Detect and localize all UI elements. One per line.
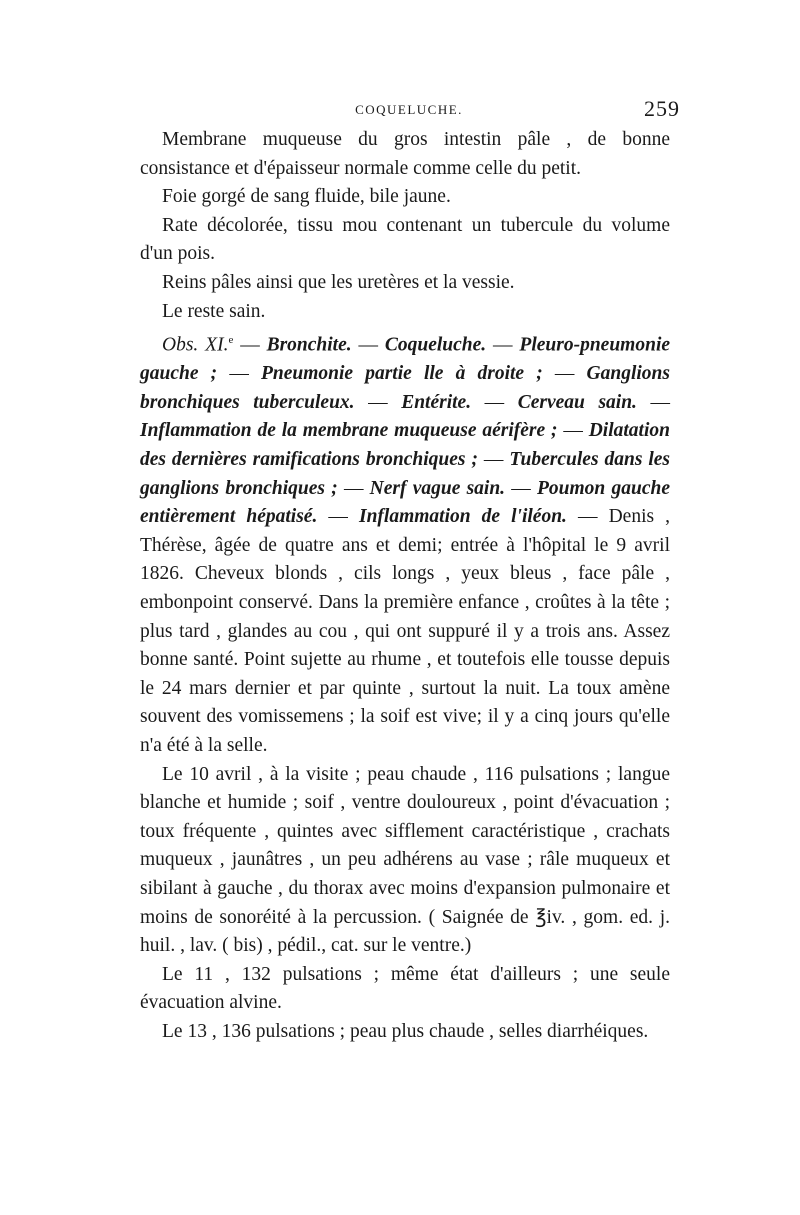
followup-10-avril: Le 10 avril , à la visite ; peau chaude , 116 pulsations ; langue blanche et humide ; soif , ventre douloureux , point d'évacuation ; toux fréquente , quintes avec sifflement caractéristique , crachats muqueux , jaunâtres , un peu adhérens au vase ; râle muqueux et sibilant à gauche , du thorax avec moins d'expansion pulmonaire et moins de sonoréité à la percussion. ( Saignée de ℥iv. , gom. ed. j. huil. , lav. ( bis) , pédil., cat. sur le ventre.) [140, 763, 670, 957]
observation-label-sup: e [228, 334, 234, 347]
page-number: 259 [644, 96, 680, 121]
obs-item: Pleuro-pneumonie gauche ; [140, 334, 671, 385]
obs-item: Nerf vague sain. [369, 477, 506, 499]
obs-item: Inflammation de l'iléon. [358, 506, 567, 528]
obs-item: Inflammation de la membrane muqueuse aérifère ; [140, 420, 558, 442]
obs-item: Coqueluche. [384, 334, 487, 356]
obs-item: Entérite. [401, 391, 472, 413]
obs-item: Dilatation des dernières ramifications bronchiques ; [140, 420, 670, 471]
followup-11: Le 11 , 132 pulsations ; même état d'ailleurs ; une seule évacuation alvine. [140, 963, 670, 1014]
obs-item: Poumon gauche entièrement hépatisé. [140, 477, 670, 528]
followup-13: Le 13 , 136 pulsations ; peau plus chaude , selles diarrhéiques. [162, 1020, 649, 1042]
paragraph-foie: Foie gorgé de sang fluide, bile jaune. [162, 186, 451, 208]
paragraph-reste: Le reste sain. [162, 300, 266, 322]
obs-item: Pneumonie partie lle à droite ; [260, 363, 543, 385]
body-text [140, 126, 670, 1047]
paragraph-rate: Rate décolorée, tissu mou contenant un tubercule du volume d'un pois. [140, 214, 670, 265]
obs-item: Cerveau sain. [517, 391, 637, 413]
observation-label: Obs. XI. [162, 334, 229, 356]
observation-text: Denis , Thérèse, âgée de quatre ans et demi; entrée à l'hôpital le 9 avril 1826. Cheveux blonds , cils longs , yeux bleus , face pâle , embonpoint conservé. Dans la première enfance , croûtes à la tête ; plus tard , glandes au cou , qui ont suppuré il y a trois ans. Assez bonne santé. Point sujette au rhume , et toutefois elle tousse depuis le 24 mars dernier et par quinte , surtout la nuit. La toux amène souvent des vomissemens ; la soif est vive; il y a cinq jours qu'elle n'a été à la selle. [140, 506, 671, 756]
running-head [138, 96, 680, 126]
obs-item: Bronchite. [266, 334, 352, 356]
paragraph-reins: Reins pâles ainsi que les uretères et la vessie. [162, 271, 515, 293]
running-title: COQUELUCHE. [355, 102, 463, 117]
obs-item: Ganglions bronchiques tuberculeux. [140, 363, 670, 413]
paragraph-membrane: Membrane muqueuse du gros intestin pâle , de bonne consistance et d'épaisseur normale comme celle du petit. [140, 129, 670, 179]
observation-paragraph: Obs. XI.$^e$ — Bronchite. — Coqueluche. — Pleuro-pneumonie gauche ; — Pneumonie partie lle à droite ; — Ganglions bronchiques tuberculeux. — Entérite. — Cerveau sain. — Inflammation de la membrane muqueuse aérifère ; — Dilatation des dernières ramifications bronchiques ; — Tubercules dans les ganglions bronchiques ; — Nerf vague sain. — Poumon gauche entièrement hépatisé. — Inflammation de l'iléon. — Denis , Thérèse, âgée de quatre ans et demi; entrée à l'hôpital le 9 avril 1826. Cheveux blonds , cils longs , yeux bleus , face pâle , embonpoint conservé. Dans la première enfance , croûtes à la tête ; plus tard , glandes au cou , qui ont suppuré il y a trois ans. Assez bonne santé. Point sujette au rhume , et toutefois elle tousse depuis le 24 mars dernier et par quinte , surtout la nuit. La toux amène souvent des vomissemens ; la soif est vive; il y a cinq jours qu'elle n'a été à la selle. [140, 334, 671, 756]
obs-item: Tubercules dans les ganglions bronchiques ; [140, 449, 671, 499]
